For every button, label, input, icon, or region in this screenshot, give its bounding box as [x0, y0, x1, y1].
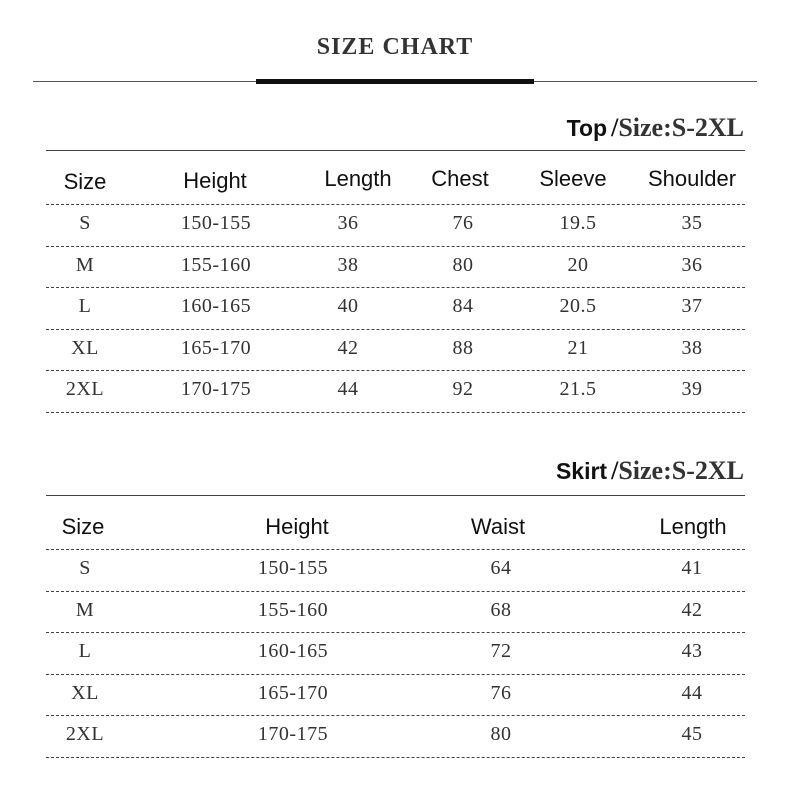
skirt-cell-waist: 72 — [490, 640, 512, 662]
top-section-range: Size:S-2XL — [618, 113, 744, 142]
top-cell-chest: 88 — [452, 336, 474, 359]
top-cell-height: 150-155 — [180, 212, 252, 234]
skirt-cell-size: L — [78, 640, 92, 662]
top-cell-size: M — [75, 253, 95, 276]
top-cell-size: S — [79, 212, 91, 234]
top-cell-shoulder: 38 — [681, 336, 703, 359]
skirt-cell-size: S — [79, 557, 91, 579]
skirt-row-divider — [46, 632, 745, 633]
top-cell-shoulder: 36 — [681, 253, 703, 276]
skirt-cell-waist: 68 — [490, 598, 512, 621]
top-row-divider — [46, 329, 745, 330]
top-header-sleeve: Sleeve — [539, 166, 607, 191]
skirt-header-length: Length — [659, 514, 727, 539]
top-cell-chest: 84 — [452, 295, 474, 317]
top-row-divider — [46, 204, 745, 205]
top-cell-length: 36 — [337, 212, 359, 234]
skirt-cell-waist: 64 — [490, 557, 512, 579]
top-row-divider — [46, 287, 745, 288]
top-cell-sleeve: 20 — [567, 253, 589, 276]
skirt-section-slash: / — [611, 456, 619, 485]
top-cell-length: 42 — [337, 336, 359, 359]
top-row-divider — [46, 412, 745, 413]
skirt-cell-size: M — [75, 598, 95, 621]
skirt-section-name: Skirt — [555, 458, 608, 484]
skirt-row-divider — [46, 757, 745, 758]
top-header-shoulder: Shoulder — [647, 166, 737, 191]
skirt-section-heading — [556, 456, 744, 486]
top-cell-sleeve: 21 — [567, 336, 589, 359]
skirt-row-divider — [46, 591, 745, 592]
skirt-cell-size: XL — [71, 681, 99, 704]
top-cell-sleeve: 20.5 — [559, 295, 597, 317]
top-section-heading — [567, 113, 744, 143]
skirt-cell-length: 41 — [681, 557, 703, 579]
skirt-row-divider — [46, 549, 745, 550]
page-title: SIZE CHART — [316, 34, 474, 60]
top-cell-sleeve: 19.5 — [559, 212, 597, 234]
top-section-slash: / — [611, 113, 619, 142]
top-cell-chest: 76 — [452, 212, 474, 234]
skirt-header-waist: Waist — [470, 514, 526, 539]
skirt-cell-length: 42 — [681, 598, 703, 621]
skirt-header-size: Size — [61, 514, 105, 539]
skirt-cell-height: 150-155 — [257, 557, 329, 579]
skirt-cell-waist: 76 — [490, 681, 512, 704]
top-cell-length: 40 — [337, 295, 359, 317]
top-table-rule — [46, 150, 745, 151]
top-cell-height: 155-160 — [180, 253, 252, 276]
top-cell-chest: 92 — [452, 378, 474, 400]
top-cell-shoulder: 37 — [681, 295, 703, 317]
top-cell-height: 170-175 — [180, 378, 252, 400]
top-cell-height: 160-165 — [180, 295, 252, 317]
top-cell-chest: 80 — [452, 253, 474, 276]
skirt-section-range: Size:S-2XL — [618, 456, 744, 485]
skirt-row-divider — [46, 674, 745, 675]
skirt-cell-height: 170-175 — [257, 723, 329, 745]
skirt-cell-length: 44 — [681, 681, 703, 704]
skirt-row-divider — [46, 715, 745, 716]
skirt-cell-height: 155-160 — [257, 598, 329, 621]
skirt-header-height: Height — [265, 514, 329, 539]
top-cell-size: 2XL — [65, 378, 105, 400]
top-cell-length: 44 — [337, 378, 359, 400]
skirt-cell-waist: 80 — [490, 723, 512, 745]
skirt-cell-size: 2XL — [65, 723, 105, 745]
skirt-table-rule — [46, 495, 745, 496]
top-cell-sleeve: 21.5 — [559, 378, 597, 400]
top-row-divider — [46, 246, 745, 247]
skirt-cell-length: 43 — [681, 640, 703, 662]
top-row-divider — [46, 370, 745, 371]
top-cell-shoulder: 39 — [681, 378, 703, 400]
top-header-chest: Chest — [431, 166, 489, 191]
skirt-cell-height: 160-165 — [257, 640, 329, 662]
top-cell-height: 165-170 — [180, 336, 252, 359]
top-cell-shoulder: 35 — [681, 212, 703, 234]
top-header-height: Height — [183, 168, 247, 193]
title-rule-accent — [256, 79, 534, 84]
top-header-length: Length — [324, 166, 392, 191]
skirt-cell-height: 165-170 — [257, 681, 329, 704]
top-header-size: Size — [63, 169, 107, 194]
top-section-name: Top — [566, 115, 608, 141]
skirt-cell-length: 45 — [681, 723, 703, 745]
top-cell-size: XL — [71, 336, 99, 359]
top-cell-size: L — [78, 295, 92, 317]
top-cell-length: 38 — [337, 253, 359, 276]
